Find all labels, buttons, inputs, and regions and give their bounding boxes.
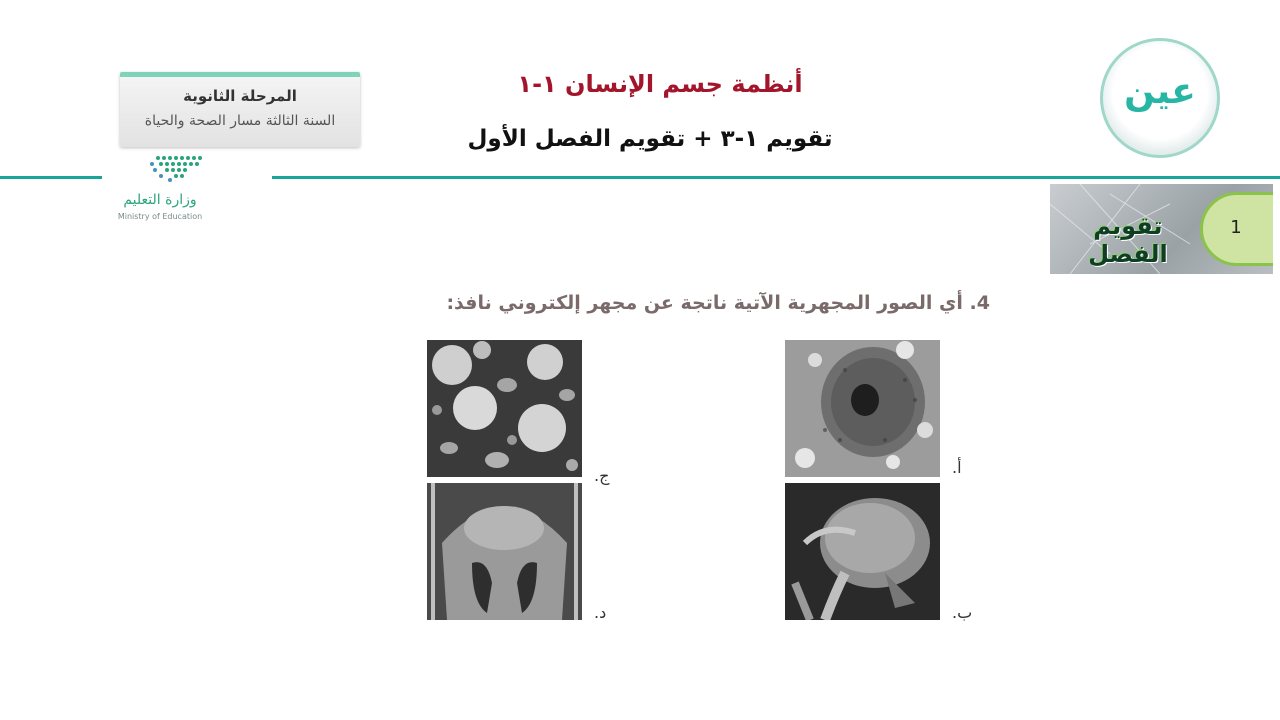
cell-tem-image[interactable] [785,340,940,477]
lesson-title: أنظمة جسم الإنسان ١-١ [517,70,803,98]
section-banner [1050,184,1273,274]
option-a-label: أ. [952,458,962,477]
ein-logo-text: عين [1124,71,1196,112]
stage-title: المرحلة الثانوية [183,87,297,105]
section-number: 1 [1230,217,1242,238]
pollen-sem-image[interactable] [427,340,582,477]
ant-head-sem-image[interactable] [785,483,940,620]
header-divider-right [272,176,1280,179]
ministry-dots-icon [110,152,210,188]
stage-badge [120,72,360,147]
header-divider-left [0,176,102,179]
ein-logo [1100,38,1220,158]
option-d-label: د. [594,603,607,622]
ministry-name-en: Ministry of Education [117,212,203,221]
stage-subtitle: السنة الثالثة مسار الصحة والحياة [144,113,336,129]
insect-mouth-sem-image[interactable] [427,483,582,620]
section-label: تقويم الفصل [1088,212,1168,268]
lesson-subtitle: تقويم ١-٣ + تقويم الفصل الأول [467,126,833,152]
question-text: 4. أي الصور المجهرية الآتية ناتجة عن مجهر إلكتروني نافذ: [446,292,990,314]
ministry-logo [110,152,220,224]
section-number-badge [1200,192,1273,266]
ministry-name-ar: وزارة التعليم [123,192,197,208]
option-c-label: ج. [594,466,610,485]
option-b-label: ب. [952,603,973,622]
